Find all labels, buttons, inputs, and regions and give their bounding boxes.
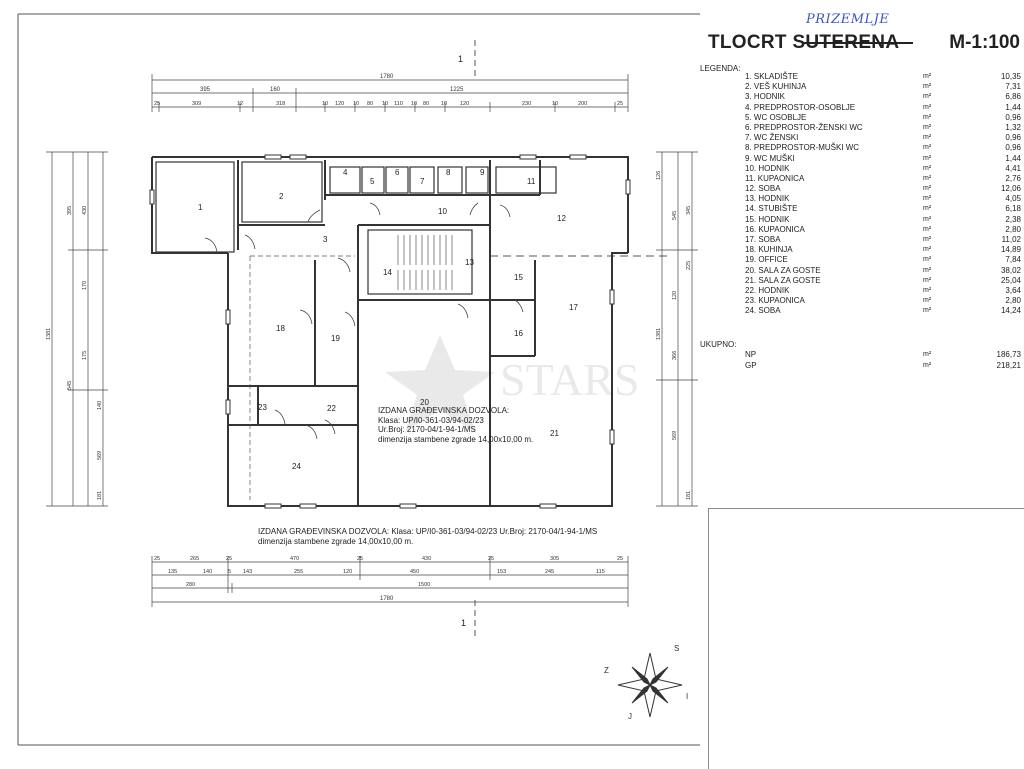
legend-unit: m² bbox=[923, 73, 932, 80]
legend-area: 4,41 bbox=[1005, 163, 1021, 173]
dim-b1-5: 430 bbox=[422, 556, 432, 562]
dim-b1-7: 305 bbox=[550, 556, 560, 562]
dim-t3-9: 110 bbox=[394, 101, 403, 107]
legend-room-name: 24. SOBA bbox=[745, 306, 781, 316]
dim-t3-6: 10 bbox=[353, 101, 360, 107]
legend-unit: m² bbox=[923, 113, 932, 121]
legend-area: 1,44 bbox=[1005, 102, 1021, 112]
compass-i: I bbox=[686, 692, 689, 701]
title-scale: M-1:100 bbox=[949, 32, 1020, 53]
dim-t3-16: 200 bbox=[578, 101, 588, 107]
room-3-label: 3 bbox=[323, 235, 328, 244]
bottom-permit-block bbox=[258, 527, 597, 546]
room-14-label: 14 bbox=[383, 268, 392, 277]
title-main: TLOCRT bbox=[708, 32, 787, 53]
totals-heading: UKUPNO: bbox=[700, 340, 737, 349]
section-marker-top: 1 bbox=[458, 54, 464, 64]
legend-row bbox=[745, 204, 1021, 214]
dim-b2-3: 143 bbox=[243, 569, 253, 575]
dim-left-3: 430 bbox=[82, 205, 88, 215]
legend-room-name: 7. WC ŽENSKI bbox=[745, 133, 799, 143]
legend-room-name: 11. KUPAONICA bbox=[745, 173, 805, 183]
room-9-label: 9 bbox=[480, 168, 485, 177]
dim-right-4: 225 bbox=[686, 260, 692, 270]
legend-room-name: 22. HODNIK bbox=[745, 285, 790, 295]
legend-unit: m² bbox=[923, 134, 932, 142]
legend-room-name: 21. SALA ZA GOSTE bbox=[745, 275, 821, 285]
room-18-label: 18 bbox=[276, 324, 285, 333]
legend-room-name: 17. SOBA bbox=[745, 235, 781, 244]
dim-t3-14: 230 bbox=[522, 101, 532, 107]
section-marker-bottom: 1 bbox=[461, 618, 467, 628]
dim-b2-8: 245 bbox=[545, 569, 555, 575]
legend-unit: m² bbox=[923, 103, 932, 111]
inner-permit-line1: IZDANA GRAĐEVINSKA DOZVOLA: bbox=[378, 406, 510, 415]
dim-b1-1: 265 bbox=[190, 556, 200, 562]
room-2-label: 2 bbox=[279, 192, 284, 201]
dim-right-0: 126 bbox=[656, 170, 662, 180]
watermark-text: STARS bbox=[500, 354, 640, 405]
legend-area: 7,31 bbox=[1005, 82, 1021, 92]
legend-unit: m² bbox=[923, 174, 932, 182]
legend-room-name: 9. WC MUŠKI bbox=[745, 153, 795, 163]
room-1-label: 1 bbox=[198, 203, 203, 212]
room-19-label: 19 bbox=[331, 334, 340, 343]
dim-b2-5: 120 bbox=[343, 569, 353, 575]
legend-room-name: 1. SKLADIŠTE bbox=[745, 72, 798, 81]
legend-room-name: 23. KUPAONICA bbox=[745, 296, 805, 306]
legend-area: 2,80 bbox=[1005, 224, 1021, 234]
legend-unit: m² bbox=[923, 195, 932, 203]
legend-room-name: 14. STUBIŠTE bbox=[745, 204, 798, 214]
totals-row bbox=[745, 361, 1021, 372]
dim-right-1: 545 bbox=[672, 210, 678, 220]
legend-row bbox=[745, 174, 1021, 184]
legend-room-name: 4. PREDPROSTOR-OSOBLJE bbox=[745, 102, 856, 112]
blank-panel bbox=[708, 508, 1024, 769]
compass-z: Z bbox=[604, 666, 609, 675]
legend-room-name: 16. KUPAONICA bbox=[745, 224, 805, 234]
dim-b1-8: 25 bbox=[617, 556, 624, 562]
legend-row bbox=[745, 255, 1021, 265]
legend-list bbox=[745, 72, 1021, 317]
dim-t3-1: 309 bbox=[192, 101, 202, 107]
legend-row bbox=[745, 215, 1021, 225]
title-handwritten-correction: PRIZEMLJE bbox=[806, 12, 890, 27]
legend-row bbox=[745, 296, 1021, 306]
totals-value: 186,73 bbox=[996, 350, 1021, 359]
legend-area: 0,96 bbox=[1005, 133, 1021, 143]
compass-rose bbox=[604, 644, 688, 721]
legend-area: 4,05 bbox=[1005, 194, 1021, 204]
legend-row bbox=[745, 245, 1021, 255]
dim-b2-4: 255 bbox=[294, 569, 304, 575]
dim-left-2: 170 bbox=[82, 280, 88, 290]
inner-permit-line3: Ur.Broj: 2170-04/1-94-1/MS bbox=[378, 425, 476, 434]
dim-b3-0: 280 bbox=[186, 582, 196, 588]
legend-room-name: 19. OFFICE bbox=[745, 255, 788, 265]
dim-t3-13: 120 bbox=[460, 101, 470, 107]
dim-right-5: 366 bbox=[672, 350, 678, 360]
dim-b2-1: 140 bbox=[203, 569, 213, 575]
legend-room-name: 8. PREDPROSTOR-MUŠKI WC bbox=[745, 143, 860, 153]
legend-row bbox=[745, 72, 1021, 82]
legend-area: 12,06 bbox=[1000, 184, 1021, 194]
legend-unit: m² bbox=[923, 154, 932, 162]
dim-t3-15: 10 bbox=[552, 101, 559, 107]
legend-area: 14,89 bbox=[1000, 245, 1021, 255]
bottom-permit-line2: dimenzija stambene zgrade 14,00x10,00 m. bbox=[258, 536, 414, 546]
dim-top-1225: 1225 bbox=[450, 87, 464, 93]
inner-permit-line2: Klasa: UP/I0-361-03/94-02/23 bbox=[378, 415, 484, 425]
room-22-label: 22 bbox=[327, 404, 336, 413]
legend-room-name: 13. HODNIK bbox=[745, 194, 790, 204]
legend-area: 6,18 bbox=[1005, 204, 1021, 214]
legend-unit: m² bbox=[923, 144, 932, 152]
room-21-label: 21 bbox=[550, 429, 559, 438]
title-struck-word: SUTERENA bbox=[792, 32, 900, 53]
dim-left-outer: 1381 bbox=[46, 327, 52, 340]
legend-row bbox=[745, 82, 1021, 92]
legend-unit: m² bbox=[923, 297, 932, 305]
room-12-label: 12 bbox=[557, 214, 566, 223]
room-7-label: 7 bbox=[420, 177, 425, 186]
legend-unit: m² bbox=[923, 307, 932, 315]
dim-b1-3: 470 bbox=[290, 556, 300, 562]
room-24-label: 24 bbox=[292, 462, 301, 471]
compass-j: J bbox=[628, 712, 632, 721]
legend-unit: m² bbox=[923, 276, 932, 284]
dim-top-160: 160 bbox=[270, 87, 281, 93]
legend-row bbox=[745, 276, 1021, 286]
legend-area: 0,96 bbox=[1005, 112, 1021, 122]
legend-unit: m² bbox=[923, 256, 932, 264]
dim-right-2: 345 bbox=[686, 205, 692, 215]
room-6-label: 6 bbox=[395, 168, 400, 177]
title-strikethrough bbox=[803, 42, 913, 44]
legend-area: 38,02 bbox=[1000, 265, 1021, 275]
dim-b2-9: 115 bbox=[596, 569, 605, 575]
legend-row bbox=[745, 184, 1021, 194]
legend-row bbox=[745, 225, 1021, 235]
legend-row bbox=[745, 286, 1021, 296]
dim-right-6: 181 bbox=[686, 490, 692, 500]
dim-bottom-overall: 1780 bbox=[380, 596, 394, 602]
room-10-label: 10 bbox=[438, 207, 447, 216]
legend-area: 0,96 bbox=[1005, 143, 1021, 153]
room-23-label: 23 bbox=[258, 403, 267, 412]
legend-area: 14,24 bbox=[1000, 306, 1021, 316]
room-16-label: 16 bbox=[514, 329, 523, 338]
dim-b1-0: 25 bbox=[154, 556, 161, 562]
room-15-label: 15 bbox=[514, 273, 523, 282]
dim-t3-12: 10 bbox=[441, 101, 448, 107]
legend-row bbox=[745, 306, 1021, 316]
drawing-title bbox=[708, 12, 1024, 56]
legend-room-name: 18. KUHINJA bbox=[745, 245, 793, 255]
legend-room-name: 2. VEŠ KUHINJA bbox=[745, 82, 807, 92]
dim-t3-3: 318 bbox=[276, 101, 286, 107]
legend-unit: m² bbox=[923, 123, 932, 131]
legend-room-name: 20. SALA ZA GOSTE bbox=[745, 265, 821, 275]
legend-row bbox=[745, 266, 1021, 276]
legend-unit: m² bbox=[923, 83, 932, 91]
dim-left-6: 175 bbox=[82, 350, 88, 360]
legend-unit: m² bbox=[923, 236, 932, 243]
legend-row bbox=[745, 92, 1021, 102]
legend-area: 1,32 bbox=[1005, 122, 1021, 132]
legend-area: 3,64 bbox=[1005, 285, 1021, 295]
legend-row bbox=[745, 143, 1021, 153]
legend-unit: m² bbox=[923, 246, 932, 254]
dim-t3-8: 10 bbox=[382, 101, 389, 107]
dim-t3-4: 10 bbox=[322, 101, 329, 107]
dim-left-1: 545 bbox=[67, 380, 73, 390]
legend-room-name: 12. SOBA bbox=[745, 184, 781, 194]
bottom-permit-line1: IZDANA GRAĐEVINSKA DOZVOLA: Klasa: UP/I0-361-03/94-02/23 Ur.Broj: 2170-04/1-94-1/MS bbox=[258, 527, 598, 536]
legend-room-name: 10. HODNIK bbox=[745, 163, 790, 173]
legend-area: 11,02 bbox=[1001, 235, 1021, 244]
legend-row bbox=[745, 194, 1021, 204]
room-4-label: 4 bbox=[343, 168, 348, 177]
inner-permit-line4: dimenzija stambene zgrade 14,00x10,00 m. bbox=[378, 434, 534, 444]
legend-heading: LEGENDA: bbox=[700, 64, 741, 73]
room-20-label: 20 bbox=[420, 398, 429, 407]
legend-unit: m² bbox=[923, 164, 932, 172]
dim-b1-2: 25 bbox=[226, 556, 233, 562]
totals-label: GP bbox=[745, 361, 757, 370]
room-8-label: 8 bbox=[446, 168, 451, 177]
legend-unit: m² bbox=[923, 286, 932, 294]
room-5-label: 5 bbox=[370, 177, 375, 186]
room-11-label: 11 bbox=[527, 177, 536, 186]
compass-s: S bbox=[674, 644, 680, 653]
legend-row bbox=[745, 123, 1021, 133]
legend-row bbox=[745, 113, 1021, 123]
dim-b1-6: 25 bbox=[488, 556, 495, 562]
legend-row bbox=[745, 235, 1021, 245]
dim-left-5: 569 bbox=[97, 450, 103, 460]
dim-b2-2: 5 bbox=[228, 569, 232, 575]
legend-area: 2,76 bbox=[1005, 173, 1021, 183]
legend-row bbox=[745, 103, 1021, 113]
dim-b2-6: 450 bbox=[410, 569, 420, 575]
dim-right-3: 120 bbox=[672, 290, 678, 300]
room-13-label: 13 bbox=[465, 258, 474, 267]
dim-t3-11: 80 bbox=[423, 101, 430, 107]
legend-area: 1,44 bbox=[1005, 153, 1021, 163]
dim-t3-7: 80 bbox=[367, 101, 374, 107]
dim-t3-17: 25 bbox=[617, 101, 624, 107]
totals-label: NP bbox=[745, 350, 757, 359]
legend-area: 7,84 bbox=[1005, 255, 1021, 265]
legend-unit: m² bbox=[923, 215, 932, 223]
room-17-label: 17 bbox=[569, 303, 578, 312]
legend-room-name: 15. HODNIK bbox=[745, 214, 790, 224]
dim-t3-5: 120 bbox=[335, 101, 345, 107]
dim-left-7: 181 bbox=[97, 490, 103, 500]
totals-unit: m² bbox=[923, 351, 932, 358]
dim-top-395: 395 bbox=[200, 87, 211, 93]
legend-panel bbox=[700, 12, 1024, 370]
legend-unit: m² bbox=[923, 266, 932, 274]
dim-t3-10: 10 bbox=[411, 101, 418, 107]
legend-row bbox=[745, 133, 1021, 143]
totals-list bbox=[745, 350, 1021, 372]
legend-room-name: 3. HODNIK bbox=[745, 92, 786, 102]
dim-b3-1: 1500 bbox=[418, 582, 431, 588]
legend-room-name: 5. WC OSOBLJE bbox=[745, 112, 807, 122]
dim-right-7: 569 bbox=[672, 430, 678, 440]
legend-area: 2,80 bbox=[1005, 296, 1021, 306]
inner-permit-block bbox=[378, 406, 533, 444]
legend-area: 25,04 bbox=[1000, 275, 1021, 285]
dim-left-4: 140 bbox=[97, 400, 103, 410]
legend-area: 2,38 bbox=[1005, 214, 1021, 224]
dim-b2-7: 153 bbox=[497, 569, 507, 575]
totals-value: 218,21 bbox=[996, 361, 1021, 370]
dim-t3-0: 25 bbox=[154, 101, 161, 107]
dim-left-0: 395 bbox=[67, 205, 73, 215]
dim-b1-4: 25 bbox=[357, 556, 364, 562]
legend-area: 10,35 bbox=[1000, 72, 1021, 81]
dim-b2-0: 135 bbox=[168, 569, 178, 575]
legend-area: 6,86 bbox=[1005, 92, 1021, 102]
legend-unit: m² bbox=[923, 93, 932, 101]
dim-t3-2: 12 bbox=[237, 101, 244, 107]
totals-row bbox=[745, 350, 1021, 361]
legend-unit: m² bbox=[923, 205, 932, 213]
legend-unit: m² bbox=[923, 225, 932, 233]
legend-row bbox=[745, 164, 1021, 174]
legend-row bbox=[745, 154, 1021, 164]
dim-top-overall: 1780 bbox=[380, 74, 394, 80]
legend-room-name: 6. PREDPROSTOR-ŽENSKI WC bbox=[745, 122, 863, 132]
totals-unit: m² bbox=[923, 362, 932, 369]
dim-right-outer: 1381 bbox=[656, 327, 662, 340]
legend-unit: m² bbox=[923, 185, 932, 193]
